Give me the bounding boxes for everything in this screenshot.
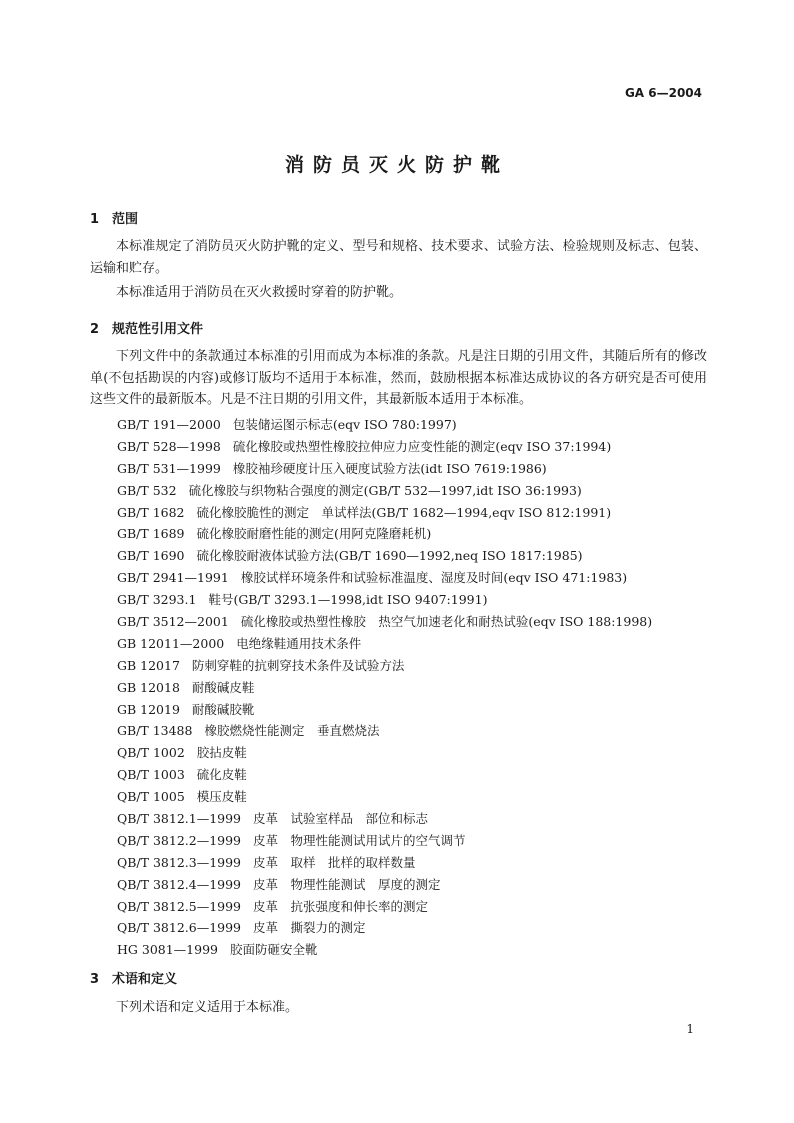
reference-code: GB/T 2941—1991 bbox=[117, 570, 229, 586]
document-title: 消防员灭火防护靴 bbox=[284, 154, 509, 176]
reference-item bbox=[117, 939, 652, 961]
reference-title: 皮革 取样 批样的取样数量 bbox=[253, 854, 416, 870]
reference-item bbox=[117, 742, 652, 764]
scope-paragraph-2: 本标准适用于消防员在灭火救援时穿着的防护靴。 bbox=[116, 285, 403, 300]
reference-code: QB/T 3812.4—1999 bbox=[117, 876, 242, 892]
reference-item bbox=[117, 917, 652, 939]
reference-title: 鞋号(GB/T 3293.1—1998,idt ISO 9407:1991) bbox=[208, 592, 488, 608]
reference-title: 硫化橡胶或热塑性橡胶拉伸应力应变性能的测定(eqv ISO 37:1994) bbox=[232, 438, 612, 454]
reference-title: 皮革 抗张强度和伸长率的测定 bbox=[253, 898, 429, 914]
reference-title: 橡胶试样环境条件和试验标准温度、湿度及时间(eqv ISO 471:1983) bbox=[240, 570, 628, 586]
reference-title: 橡胶袖珍硬度计压入硬度试验方法(idt ISO 7619:1986) bbox=[232, 460, 547, 476]
section-heading-3 bbox=[90, 968, 177, 987]
reference-item bbox=[117, 677, 652, 699]
reference-title: 硫化橡胶耐液体试验方法(GB/T 1690—1992,neq ISO 1817:1985) bbox=[196, 548, 583, 564]
reference-title: 橡胶燃烧性能测定 垂直燃烧法 bbox=[204, 723, 380, 739]
reference-code: QB/T 3812.3—1999 bbox=[117, 854, 242, 870]
reference-item bbox=[117, 545, 652, 567]
reference-title: 电绝缘鞋通用技术条件 bbox=[236, 635, 362, 651]
reference-item bbox=[117, 852, 652, 874]
section-title: 规范性引用文件 bbox=[112, 322, 204, 337]
reference-code: QB/T 3812.5—1999 bbox=[117, 898, 242, 914]
reference-code: QB/T 3812.1—1999 bbox=[117, 811, 242, 827]
reference-item bbox=[117, 589, 652, 611]
reference-item bbox=[117, 764, 652, 786]
standard-code: GA 6—2004 bbox=[624, 86, 702, 100]
reference-title: 皮革 撕裂力的测定 bbox=[253, 920, 366, 936]
reference-code: QB/T 3812.6—1999 bbox=[117, 920, 242, 936]
reference-title: 硫化橡胶耐磨性能的测定(用阿克隆磨耗机) bbox=[196, 526, 432, 542]
reference-title: 耐酸碱皮鞋 bbox=[191, 679, 255, 695]
section-heading-1 bbox=[90, 208, 138, 227]
reference-item bbox=[117, 480, 652, 502]
reference-item bbox=[117, 567, 652, 589]
normative-references-list bbox=[117, 414, 652, 961]
page-number: 1 bbox=[686, 1022, 694, 1036]
reference-code: QB/T 1002 bbox=[117, 745, 185, 761]
reference-item bbox=[117, 896, 652, 918]
reference-item bbox=[117, 655, 652, 677]
reference-code: GB 12019 bbox=[117, 701, 180, 717]
reference-code: GB/T 191—2000 bbox=[117, 417, 221, 432]
section-heading-2 bbox=[90, 318, 203, 337]
reference-code: GB/T 528—1998 bbox=[117, 438, 221, 454]
reference-code: GB 12017 bbox=[117, 657, 180, 673]
reference-item bbox=[117, 436, 652, 458]
reference-code: QB/T 1003 bbox=[117, 767, 185, 783]
reference-item bbox=[117, 633, 652, 655]
reference-code: GB/T 532 bbox=[117, 482, 177, 498]
reference-title: 防刺穿鞋的抗刺穿技术条件及试验方法 bbox=[191, 657, 405, 673]
references-intro-paragraph: 下列文件中的条款通过本标准的引用而成为本标准的条款。凡是注日期的引用文件，其随后所有的修改单(不包括勘误的内容)或修订版均不适用于本标准，然而，鼓励根据本标准达成协议的各方研究是否可使用这些文件的最新版本。凡是不注日期的引用文件，其最新版本适用于本标准。 bbox=[90, 349, 707, 407]
reference-code: GB/T 3293.1 bbox=[117, 592, 197, 608]
reference-code: GB/T 1689 bbox=[117, 526, 185, 542]
reference-title: 胶面防砸安全靴 bbox=[229, 942, 318, 958]
reference-title: 皮革 物理性能测试 厚度的测定 bbox=[253, 876, 441, 892]
reference-code: QB/T 3812.2—1999 bbox=[117, 832, 242, 848]
reference-title: 皮革 物理性能测试用试片的空气调节 bbox=[253, 832, 466, 848]
reference-title: 硫化橡胶脆性的测定 单试样法(GB/T 1682—1994,eqv ISO 812:1991) bbox=[196, 504, 612, 520]
reference-code: GB 12018 bbox=[117, 679, 180, 695]
reference-item bbox=[117, 502, 652, 524]
reference-item bbox=[117, 830, 652, 852]
reference-code: GB/T 1690 bbox=[117, 548, 185, 564]
section-title: 术语和定义 bbox=[112, 972, 178, 987]
reference-item bbox=[117, 611, 652, 633]
reference-item bbox=[117, 808, 652, 830]
reference-title: 硫化皮鞋 bbox=[196, 767, 247, 783]
reference-title: 模压皮鞋 bbox=[196, 789, 247, 805]
reference-code: QB/T 1005 bbox=[117, 789, 185, 805]
reference-code: GB/T 13488 bbox=[117, 723, 193, 739]
reference-item bbox=[117, 786, 652, 808]
section-number: 1 bbox=[90, 212, 100, 227]
reference-code: GB/T 531—1999 bbox=[117, 460, 221, 476]
reference-item bbox=[117, 720, 652, 742]
terms-intro-paragraph: 下列术语和定义适用于本标准。 bbox=[116, 1000, 299, 1015]
reference-code: GB/T 3512—2001 bbox=[117, 614, 229, 630]
scope-paragraph-1: 本标准规定了消防员灭火防护靴的定义、型号和规格、技术要求、试验方法、检验规则及标志、包装、运输和贮存。 bbox=[90, 239, 707, 276]
reference-title: 硫化橡胶或热塑性橡胶 热空气加速老化和耐热试验(eqv ISO 188:1998) bbox=[240, 614, 653, 630]
reference-title: 胶拈皮鞋 bbox=[196, 745, 247, 761]
reference-title: 硫化橡胶与织物粘合强度的测定(GB/T 532—1997,idt ISO 36:1993) bbox=[188, 482, 582, 498]
reference-item bbox=[117, 458, 652, 480]
reference-code: GB/T 1682 bbox=[117, 504, 185, 520]
reference-title: 包装储运图示标志(eqv ISO 780:1997) bbox=[232, 417, 457, 432]
section-number: 3 bbox=[90, 972, 100, 987]
section-number: 2 bbox=[90, 322, 100, 337]
reference-title: 耐酸碱胶靴 bbox=[191, 701, 255, 717]
section-title: 范围 bbox=[112, 212, 139, 227]
reference-item bbox=[117, 414, 652, 436]
reference-code: GB 12011—2000 bbox=[117, 635, 225, 651]
reference-item bbox=[117, 523, 652, 545]
reference-item bbox=[117, 699, 652, 721]
reference-title: 皮革 试验室样品 部位和标志 bbox=[253, 811, 429, 827]
reference-item bbox=[117, 874, 652, 896]
reference-code: HG 3081—1999 bbox=[117, 942, 218, 958]
